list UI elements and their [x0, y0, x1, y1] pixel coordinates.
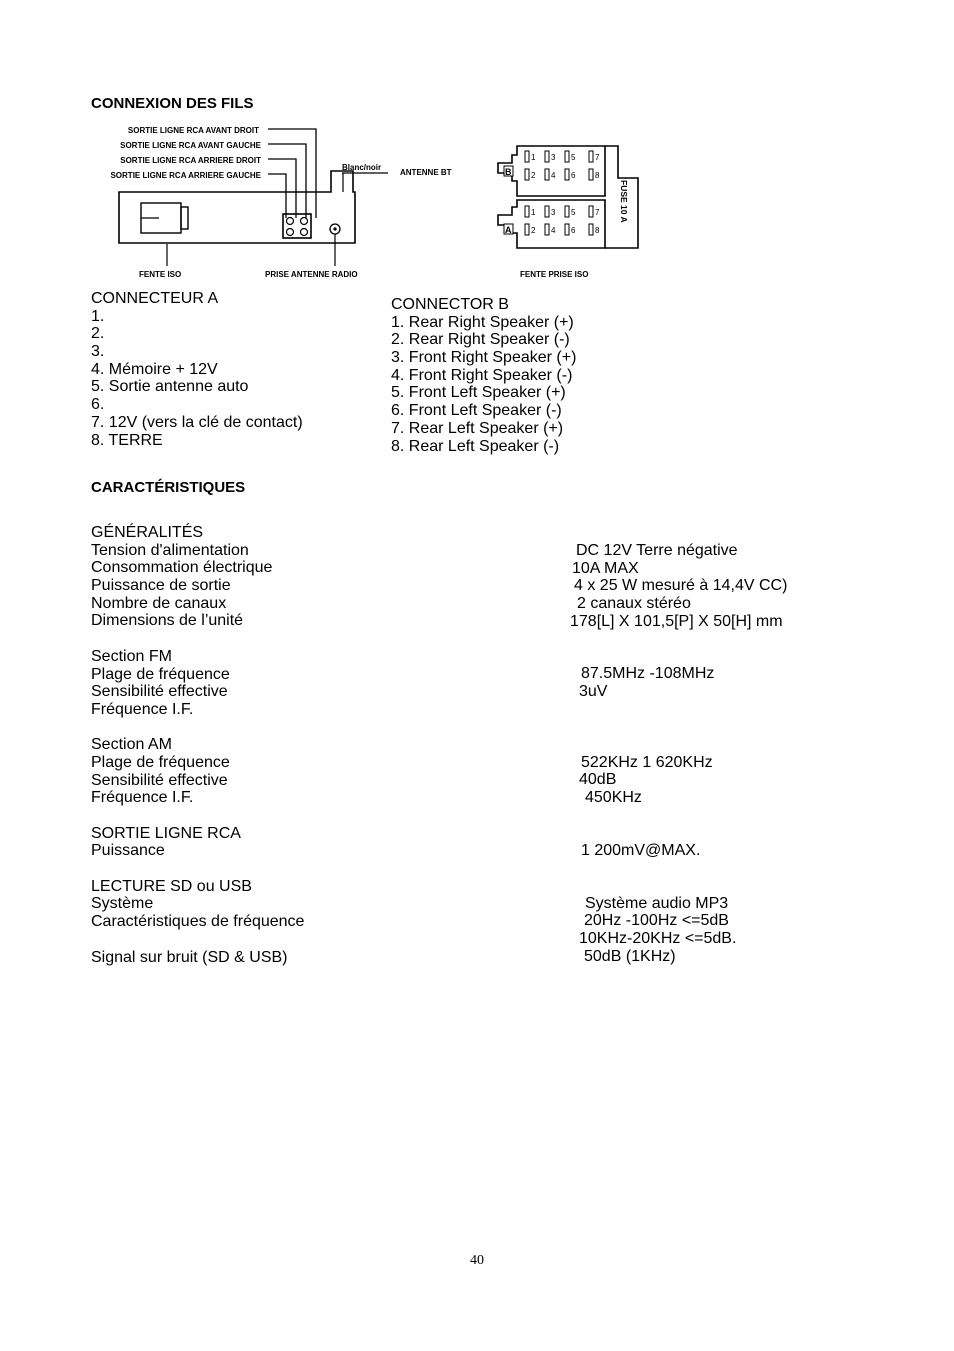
rca-rear-left-label: SORTIE LIGNE RCA ARRIERE GAUCHE — [110, 171, 261, 180]
playback-section-title: LECTURE SD ou USB — [91, 877, 252, 895]
spec-label: Sensibilité effective — [91, 683, 228, 701]
spec-label: Fréquence I.F. — [91, 789, 194, 807]
pin-number: 7 — [595, 208, 600, 217]
spec-label: Signal sur bruit (SD & USB) — [91, 948, 288, 966]
spec-value: 87.5MHz -108MHz — [581, 665, 715, 682]
spec-label: Nombre de canaux — [91, 594, 227, 612]
specs-title: CARACTÉRISTIQUES — [91, 479, 246, 496]
bt-antenna-label: ANTENNE BT — [400, 168, 452, 177]
page-number: 40 — [470, 1253, 484, 1268]
pin-slot — [565, 206, 569, 217]
radio-body — [119, 171, 355, 243]
connector-a-item: 4. Mémoire + 12V — [91, 360, 218, 378]
spec-value: 20Hz -100Hz <=5dB — [584, 912, 729, 929]
pin-number: 1 — [531, 208, 536, 217]
am-section-title: Section AM — [91, 736, 172, 754]
pin-number: 4 — [551, 226, 556, 235]
pin-slot — [589, 151, 593, 162]
spec-label: Caractéristiques de fréquence — [91, 913, 305, 931]
general-section-title: GÉNÉRALITÉS — [91, 524, 204, 541]
spec-value: 10A MAX — [572, 560, 639, 577]
spec-value: DC 12V Terre négative — [576, 542, 738, 559]
spec-label: Consommation électrique — [91, 559, 273, 577]
iso-socket-label: FENTE PRISE ISO — [520, 270, 589, 279]
spec-labels — [91, 524, 304, 966]
pin-number: 5 — [571, 153, 576, 162]
connector-a-title: CONNECTEUR A — [91, 290, 219, 307]
spec-label: Puissance de sortie — [91, 577, 231, 595]
pin-slot — [589, 224, 593, 235]
rca-section-title: SORTIE LIGNE RCA — [91, 824, 241, 842]
connector-b-item: 2. Rear Right Speaker (-) — [391, 331, 570, 349]
pin-number: 6 — [571, 226, 576, 235]
spec-label: Tension d'alimentation — [91, 541, 249, 559]
wiring-diagram — [85, 118, 645, 288]
pin-number: 5 — [571, 208, 576, 217]
pin-number: 2 — [531, 226, 536, 235]
spec-label: Puissance — [91, 842, 165, 860]
pin-number: 3 — [551, 208, 556, 217]
connector-b-tag: B — [505, 167, 512, 177]
connector-a-item: 6. — [91, 396, 105, 414]
connector-b-item: 1. Rear Right Speaker (+) — [391, 313, 574, 331]
spec-value: 450KHz — [585, 789, 642, 806]
connector-a-tag: A — [505, 225, 512, 235]
wire-label: Blanc/noir — [342, 163, 382, 172]
pin-number: 6 — [571, 171, 576, 180]
pin-slot — [525, 206, 529, 217]
rca-front-right-label: SORTIE LIGNE RCA AVANT DROIT — [127, 126, 259, 135]
pin-slot — [545, 206, 549, 217]
radio-antenna-label: PRISE ANTENNE RADIO — [265, 270, 358, 279]
pin-slot — [589, 169, 593, 180]
spec-label — [91, 931, 304, 949]
spec-label: Fréquence I.F. — [91, 700, 194, 718]
pin-grid — [525, 151, 600, 235]
connector-a-item: 2. — [91, 325, 105, 343]
connector-a-item: 8. TERRE — [91, 431, 163, 449]
pin-slot — [565, 169, 569, 180]
connector-a-item: 1. — [91, 307, 105, 325]
connector-a-item: 3. — [91, 343, 105, 361]
spec-value: 3uV — [579, 683, 608, 700]
connector-b-item: 5. Front Left Speaker (+) — [391, 384, 566, 402]
spec-value: Système audio MP3 — [585, 895, 729, 912]
connector-a-item: 5. Sortie antenne auto — [91, 378, 249, 396]
pin-number: 8 — [595, 171, 600, 180]
pin-slot — [545, 224, 549, 235]
pin-number: 4 — [551, 171, 556, 180]
pin-number: 3 — [551, 153, 556, 162]
spec-label: Dimensions de l’unité — [91, 612, 244, 630]
rca-front-left-label: SORTIE LIGNE RCA AVANT GAUCHE — [120, 141, 261, 150]
spec-value: 4 x 25 W mesuré à 14,4V CC) — [574, 577, 788, 594]
pin-slot — [525, 169, 529, 180]
pin-number: 8 — [595, 226, 600, 235]
rca-rear-right-label: SORTIE LIGNE RCA ARRIERE DROIT — [120, 156, 261, 165]
pin-slot — [565, 151, 569, 162]
spec-value: 178[L] X 101,5[P] X 50[H] mm — [570, 613, 783, 630]
connector-b-section — [391, 296, 576, 455]
spec-value: 50dB (1KHz) — [584, 948, 676, 965]
fm-section-title: Section FM — [91, 647, 172, 665]
spec-value: 1 200mV@MAX. — [581, 842, 701, 859]
spec-label: Plage de fréquence — [91, 753, 230, 771]
spec-label: Plage de fréquence — [91, 665, 230, 683]
wiring-title: CONNEXION DES FILS — [91, 95, 254, 112]
connector-b-item: 6. Front Left Speaker (-) — [391, 402, 562, 420]
iso-socket — [498, 146, 638, 248]
pin-slot — [565, 224, 569, 235]
connector-b-item: 8. Rear Left Speaker (-) — [391, 437, 560, 455]
pin-number: 7 — [595, 153, 600, 162]
fuse-label: FUSE 10 A — [619, 180, 629, 223]
spec-label: Sensibilité effective — [91, 771, 228, 789]
spec-label: Système — [91, 895, 154, 913]
iso-slot-label: FENTE ISO — [139, 270, 182, 279]
spec-value: 522KHz 1 620KHz — [581, 754, 713, 771]
spec-value: 10KHz-20KHz <=5dB. — [579, 930, 737, 947]
pin-slot — [589, 206, 593, 217]
connector-b-title: CONNECTOR B — [391, 296, 509, 313]
pin-slot — [545, 169, 549, 180]
pin-number: 1 — [531, 153, 536, 162]
spec-value: 2 canaux stéréo — [577, 595, 691, 612]
connector-a-section — [91, 290, 303, 449]
pin-slot — [525, 151, 529, 162]
connector-b-item: 7. Rear Left Speaker (+) — [391, 419, 564, 437]
spec-value: 40dB — [579, 771, 617, 788]
pin-slot — [525, 224, 529, 235]
pin-number: 2 — [531, 171, 536, 180]
connector-b-item: 3. Front Right Speaker (+) — [391, 349, 577, 367]
connector-a-item: 7. 12V (vers la clé de contact) — [91, 413, 303, 431]
connector-b-item: 4. Front Right Speaker (-) — [391, 366, 573, 384]
pin-slot — [545, 151, 549, 162]
